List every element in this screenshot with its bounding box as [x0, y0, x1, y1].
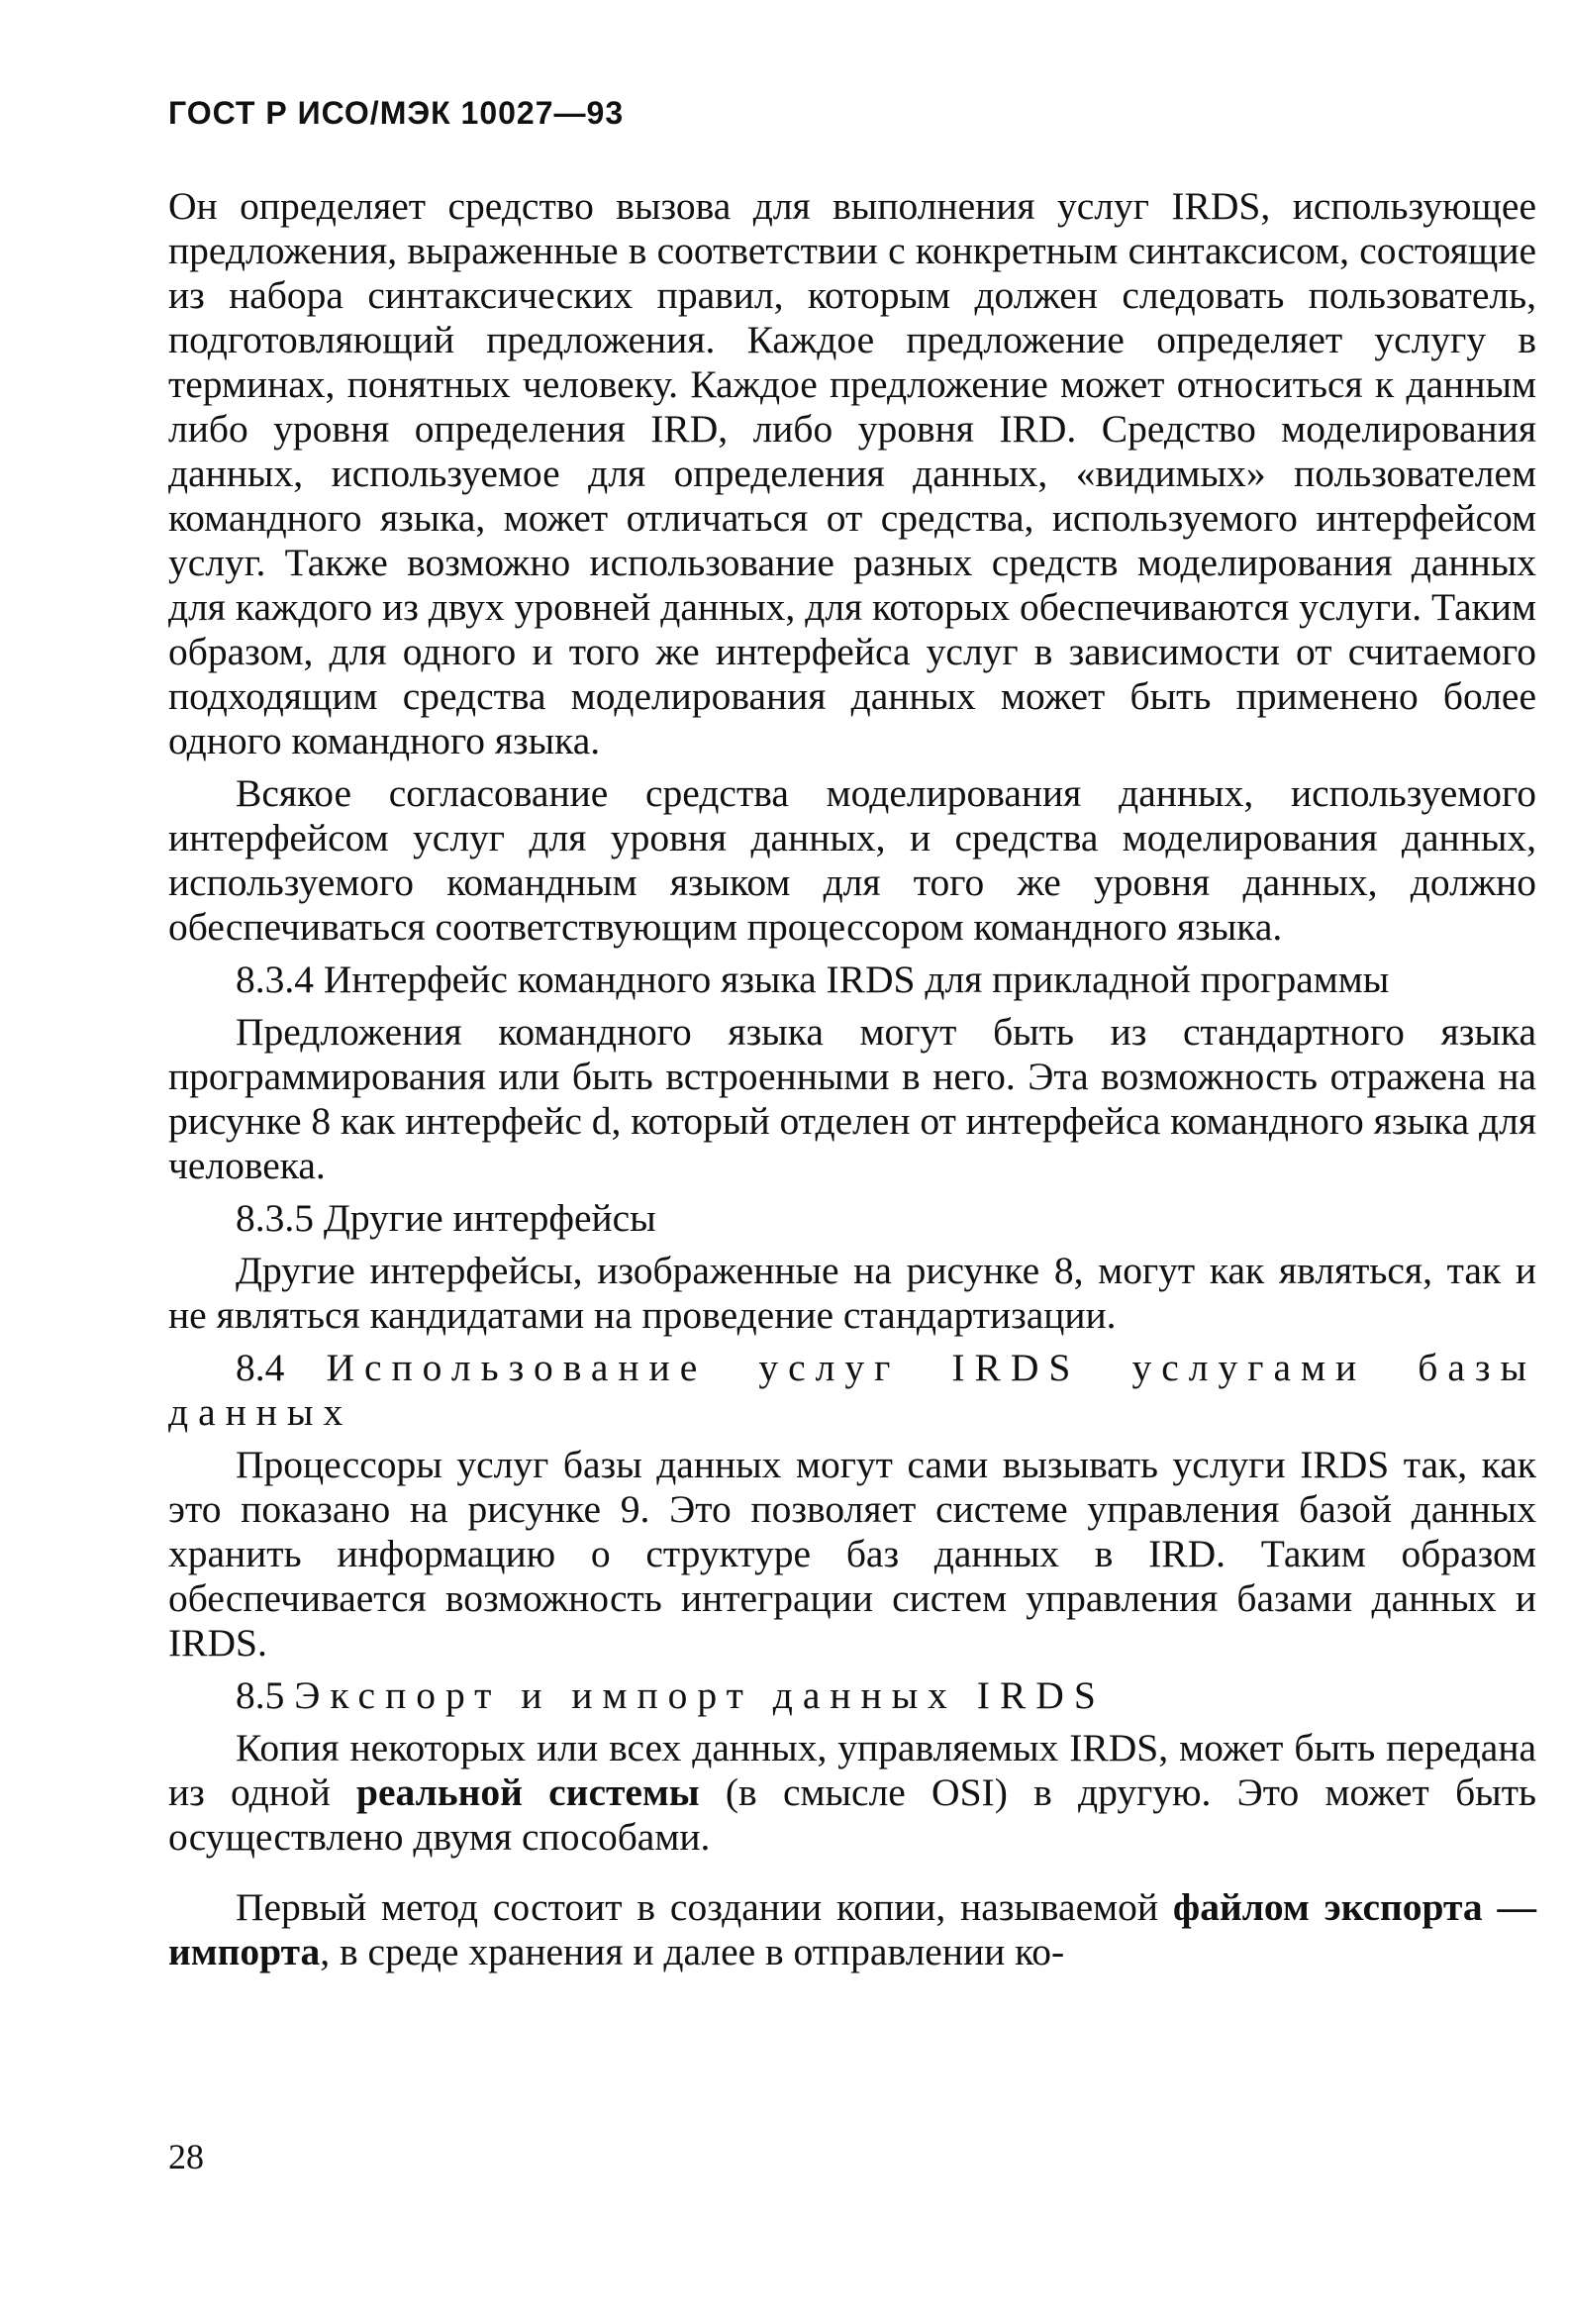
paragraph-intro: Он определяет средство вызова для выполнения услуг IRDS, использующее предложения, выраженные в соответствии с конкретным синтаксисом, состоящие из набора синтаксических правил, которым должен следовать пользователь, подготовляющий предложения. Каждое предложение определяет услугу в терминах, понятных человеку. Каждое предложение может относиться к данным либо уровня определения IRD, либо уровня IRD. Средство моделирования данных, используемое для определения данных, «видимых» пользователем командного языка, может отличаться от средства, используемого интерфейсом услуг. Также возможно использование разных средств моделирования данных для каждого из двух уровней данных, для которых обеспечиваются услуги. Таким образом, для одного и того же интерфейса услуг в зависимости от считаемого подходящим средства моделирования данных может быть применено более одного командного языка.: [168, 184, 1536, 762]
section-heading-8-3-4: 8.3.4 Интерфейс командного языка IRDS для прикладной программы: [236, 958, 1390, 1001]
section-number: 8.4: [236, 1346, 285, 1389]
page-number: 28: [168, 2137, 204, 2176]
text-run: Первый метод состоит в создании копии, называемой: [236, 1885, 1173, 1929]
bold-term: файлом экспорта — импорта: [168, 1885, 1537, 1973]
section-title: Экспорт и импорт данных IRDS: [294, 1673, 1106, 1717]
paragraph-database-services: Процессоры услуг базы данных могут сами вызывать услуги IRDS так, как это показано на рисунке 9. Это позволяет системе управления базой данных хранить информацию о структуре баз данных в IRD. Таким образом обеспечивается возможность интеграции систем управления базами данных и IRDS.: [168, 1443, 1536, 1665]
paragraph-coordination: Всякое согласование средства моделирования данных, используемого интерфейсом услуг для уровня данных, и средства моделирования данных, используемого командным языком для того же уровня данных, должно обеспечиваться соответствующим процессором командного языка.: [168, 771, 1536, 949]
section-heading-8-5: [168, 1673, 1536, 1718]
paragraph-command-language: Предложения командного языка могут быть из стандартного языка программирования или быть встроенными в него. Эта возможность отражена на рисунке 8 как интерфейс d, который отделен от интерфейса командного языка для человека.: [168, 1010, 1536, 1187]
page-header: ГОСТ Р ИСО/МЭК 10027—93: [168, 95, 625, 131]
section-heading-8-3-5: 8.3.5 Другие интерфейсы: [236, 1196, 656, 1240]
document-body: [168, 184, 1536, 1974]
section-heading-8-4: [168, 1346, 1536, 1435]
section-title: Использование услуг IRDS услугами базы данных: [168, 1346, 1536, 1434]
text-run: , в среде хранения и далее в отправлении ко-: [320, 1930, 1065, 1973]
paragraph-export-copy: [168, 1726, 1536, 1860]
text-run: Копия некоторых или всех данных, управляемых IRDS, может быть передана из одной: [168, 1726, 1536, 1814]
section-number: 8.5: [236, 1673, 285, 1717]
text-run: (в смысле OSI) в другую. Это может быть осуществлено двумя способами.: [168, 1770, 1536, 1859]
paragraph-first-method: [168, 1885, 1536, 1974]
paragraph-other-interfaces: Другие интерфейсы, изображенные на рисунке 8, могут как являться, так и не являться кандидатами на проведение стандартизации.: [168, 1249, 1536, 1337]
bold-term: реальной системы: [355, 1770, 700, 1814]
